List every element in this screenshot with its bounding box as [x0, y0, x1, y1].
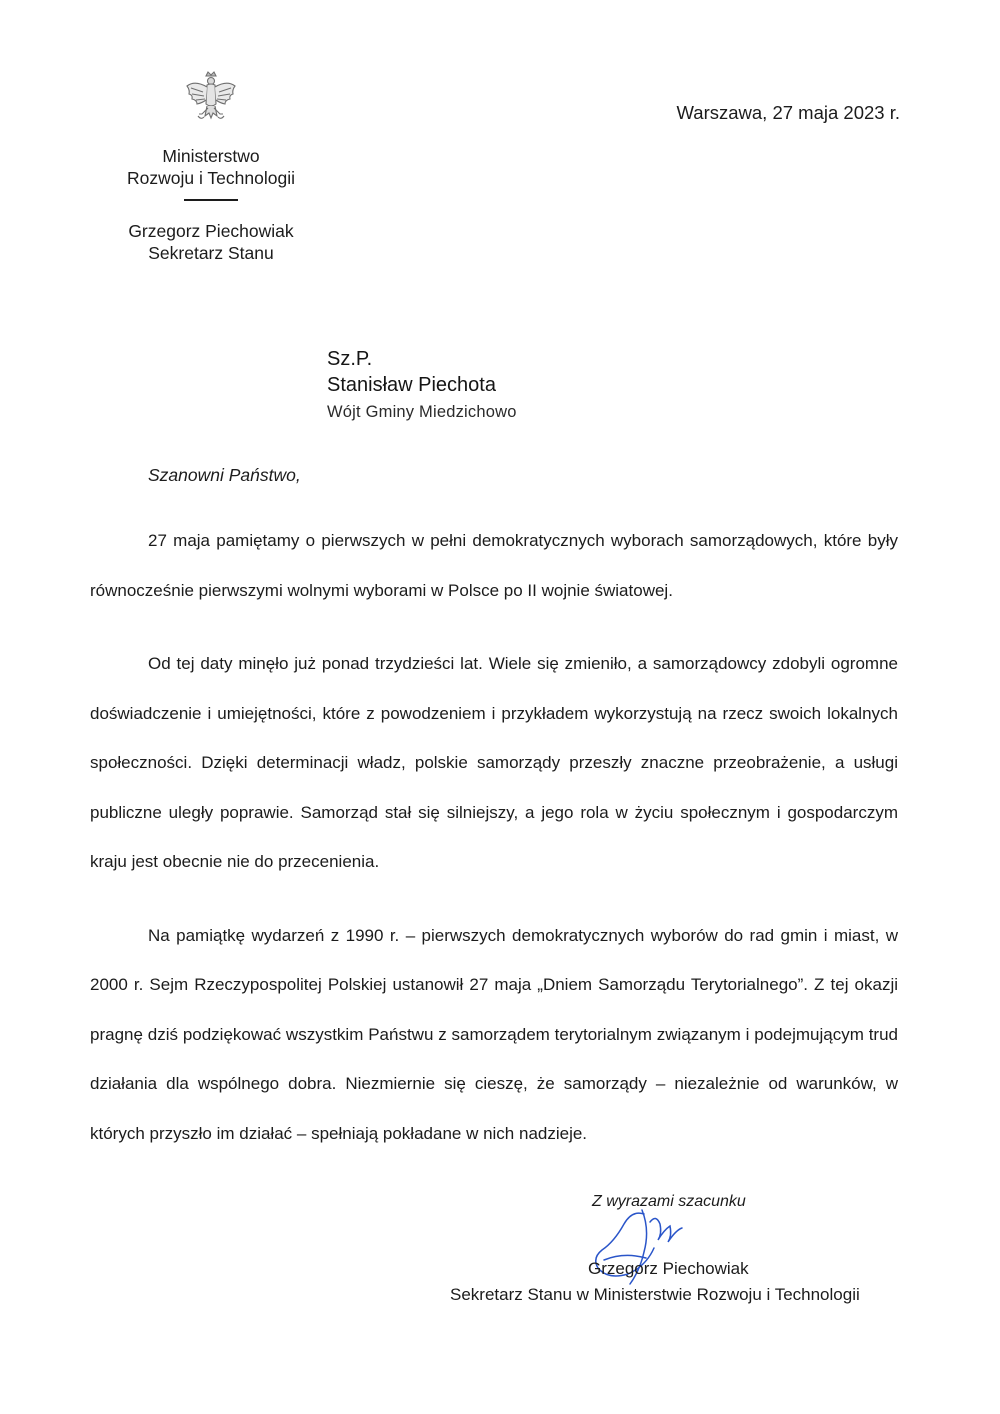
paragraph-3: Na pamiątkę wydarzeń z 1990 r. – pierwszych demokratycznych wyborów do rad gmin i miast, w 2000 r. Sejm Rzeczypospolitej Polskiej ustanowił 27 maja „Dniem Samorządu Terytorialnego”. Z tej okazji pragnę dziś podziękować wszystkim Państwu z samorządem terytorialnym związanym i podejmującym trud działania dla wspólnego dobra. Niezmiernie się cieszę, że samorządy – niezależnie od warunków, w których przyszło im działać – spełniają pokładane w nich nadzieje. [90, 925, 898, 1143]
signer-name: Grzegorz Piechowiak [588, 1259, 749, 1278]
header-divider [184, 199, 238, 201]
ministry-name [100, 145, 322, 189]
eagle-emblem-icon [183, 70, 239, 134]
addressee-name: Stanisław Piechota [327, 374, 496, 396]
addressee-role: Wójt Gminy Miedzichowo [327, 403, 517, 421]
sender-title: Sekretarz Stanu [148, 243, 274, 263]
addressee-block [327, 346, 727, 424]
paragraph-1: 27 maja pamiętamy o pierwszych w pełni demokratycznych wyborach samorządowych, które były równocześnie pierwszymi wolnymi wyborami w Polsce po II wojnie światowej. [90, 531, 898, 600]
signer-role: Sekretarz Stanu w Ministerstwie Rozwoju i Technologii [450, 1285, 860, 1304]
sender-block [100, 220, 322, 264]
ministry-line-1: Ministerstwo [162, 146, 260, 166]
closing-phrase: Z wyrazami szacunku [592, 1193, 746, 1210]
ministry-line-2: Rozwoju i Technologii [127, 168, 295, 188]
dateline: Warszawa, 27 maja 2023 r. [676, 102, 900, 123]
letter-body [90, 516, 898, 1182]
paragraph-2: Od tej daty minęło już ponad trzydzieści lat. Wiele się zmieniło, a samorządowcy zdobyli ogromne doświadczenie i umiejętności, które z powodzeniem i przykładem wykorzystują na rzecz swoich lokalnych społeczności. Dzięki determinacji władz, polskie samorządy przeszły znaczne przeobrażenie, a usługi publiczne uległy poprawie. Samorząd stał się silniejszy, a jego rola w życiu społecznym i gospodarczym kraju jest obecnie nie do przecenienia. [90, 654, 898, 871]
greeting: Szanowni Państwo, [148, 465, 301, 485]
addressee-honorific: Sz.P. [327, 348, 373, 370]
sender-name: Grzegorz Piechowiak [128, 221, 294, 241]
